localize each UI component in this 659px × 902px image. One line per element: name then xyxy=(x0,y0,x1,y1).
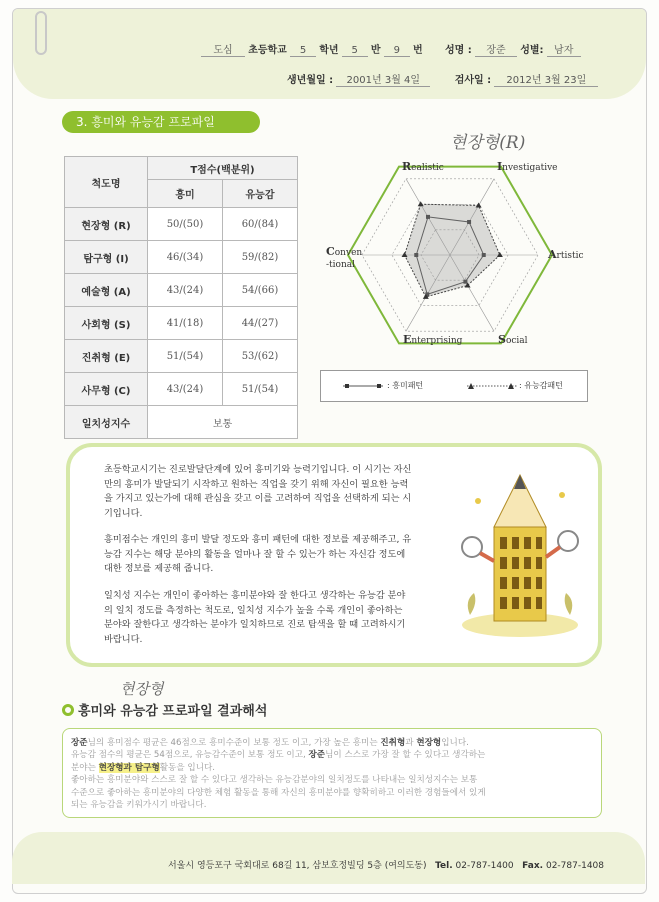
section-title: 3. 흥미와 유능감 프로파일 xyxy=(62,111,260,133)
result-section-title: 흥미와 유능감 프로파일 결과해석 xyxy=(62,700,267,719)
competence-series-area xyxy=(405,204,500,297)
table-row xyxy=(65,406,298,439)
competence-score: 60/(84) xyxy=(223,208,298,241)
paper-clip xyxy=(35,11,47,55)
description-paragraph-3: 일치성 지수는 개인이 좋아하는 흥미분야와 잘 한다고 생각하는 유능감 분야의 일치 정도를 측정하는 척도로, 일치성 지수가 높을 수록 개인이 좋아하는 분야와 잘한다고 생각하는 분야가 일치하므로 진로 탐색을 할 때 고려하시기 바랍니다. xyxy=(104,590,406,645)
legend-competence-marker xyxy=(467,381,517,390)
col-t-header: T점수(백분위) xyxy=(148,157,298,180)
competence-score: 51/(54) xyxy=(223,373,298,406)
consistency-label: 일치성지수 xyxy=(65,406,148,439)
student-info-row xyxy=(201,41,581,57)
scale-name: 사무형 (C) xyxy=(65,373,148,406)
name-value: 장준 xyxy=(475,41,517,57)
table-row xyxy=(65,340,298,373)
axis-label-enterprising: Enterprising xyxy=(403,333,463,346)
interest-score: 43/(24) xyxy=(148,274,223,307)
school-label: 초등학교 xyxy=(248,45,287,56)
table-row xyxy=(65,241,298,274)
name-label: 성명 : xyxy=(445,45,472,56)
table-row xyxy=(65,208,298,241)
number-label: 번 xyxy=(412,45,423,56)
result-text: 장준님의 흥미점수 평균은 46점으로 흥미수준이 보통 정도 이고, 가장 높은 흥미는 진취형과 현장형입니다. 유능감 점수의 평균은 54점으로, 유능감수준이 보통 정도 이고, 장준님이 스스로 가장 잘 할 수 있다고 생각하는 분야는 현장형과 탐구형활동을 입니다. 좋아하는 흥미분야와 스스로 잘 할 수 있다고 생각하는 유능감분야의 일치정도를 나타내는 일치성지수는 보통 수준으로 좋아하는 흥미분야의 다양한 체험 활동을 통해 자신의 흥미분야를 향확히하고 이러한 경험들에서 있게 되는 유능감을 키워가시기 바랍니다. xyxy=(71,738,486,811)
table-row xyxy=(65,307,298,340)
scale-name: 탐구형 (I) xyxy=(65,241,148,274)
competence-point xyxy=(476,202,482,207)
region-value: 도심 xyxy=(201,41,245,57)
interest-score: 43/(24) xyxy=(148,373,223,406)
description-box xyxy=(66,443,602,667)
axis-label-realistic: Realistic xyxy=(402,160,444,173)
axis-label-artistic: Artistic xyxy=(548,248,584,261)
footer-address: 서울시 영등포구 국회대로 68길 11, 삼보호정빌딩 5층 (여의도동) xyxy=(168,861,427,871)
pencil-building-illustration xyxy=(450,465,590,645)
axis-label-social: Social xyxy=(498,333,528,346)
consistency-value: 보통 xyxy=(148,406,298,439)
result-box xyxy=(62,728,602,818)
test-date-label: 검사일 : xyxy=(454,75,492,86)
scale-name: 현장형 (R) xyxy=(65,208,148,241)
col-scale-header: 척도명 xyxy=(65,157,148,208)
handwritten-annotation: 현장형 xyxy=(120,680,164,698)
number-value: 9 xyxy=(384,45,410,57)
gender-label: 성별: xyxy=(520,45,544,56)
col-interest-header: 흥미 xyxy=(148,180,223,208)
legend-interest-marker xyxy=(343,382,383,390)
legend-competence-label: : 유능감패턴 xyxy=(519,381,563,390)
footer-fax-label: Fax. xyxy=(522,861,544,871)
interest-score: 41/(18) xyxy=(148,307,223,340)
test-date-value: 2012년 3월 23일 xyxy=(494,71,598,87)
competence-score: 54/(66) xyxy=(223,274,298,307)
birth-value: 2001년 3월 4일 xyxy=(336,71,430,87)
table-row xyxy=(65,274,298,307)
interest-score: 50/(50) xyxy=(148,208,223,241)
score-table xyxy=(64,156,298,439)
bullet-circle-icon xyxy=(62,704,74,716)
interest-score: 46/(34) xyxy=(148,241,223,274)
competence-point xyxy=(418,201,424,206)
scale-name: 진취형 (E) xyxy=(65,340,148,373)
axis-label-conventional: Conven -tional xyxy=(326,245,363,270)
footer-tel: 02-787-1400 xyxy=(455,861,514,871)
date-info-row xyxy=(287,71,598,87)
description-paragraph-2: 흥미점수는 개인의 흥미 발달 정도와 흥미 패턴에 대한 정보를 제공해주고, 유능감 지수는 해당 분야의 활동을 얼마나 잘 할 수 있는가 하는 자신감 정도에 대한 정보를 제공해 줍니다. xyxy=(104,534,412,574)
class-label: 반 xyxy=(370,45,381,56)
grade-label: 학년 xyxy=(319,45,339,56)
scale-name: 사회형 (S) xyxy=(65,307,148,340)
competence-score: 44/(27) xyxy=(223,307,298,340)
table-row xyxy=(65,373,298,406)
grade-value: 5 xyxy=(290,45,316,57)
radar-series xyxy=(402,201,503,299)
competence-score: 53/(62) xyxy=(223,340,298,373)
competence-score: 59/(82) xyxy=(223,241,298,274)
interest-score: 51/(54) xyxy=(148,340,223,373)
class-value: 5 xyxy=(342,45,368,57)
col-competence-header: 유능감 xyxy=(223,180,298,208)
handwritten-note: 현장형(R) xyxy=(450,133,526,153)
footer-tel-label: Tel. xyxy=(435,861,453,871)
description-paragraph-1: 초등학교시기는 진로발달단계에 있어 흥미기와 능력기입니다. 이 시기는 자신만의 흥미가 발달되기 시작하고 원하는 직업을 갖기 위해 자신이 필요한 능력을 가지고 있는가에 대해 관심을 갖고 이를 고려하여 직업을 선택하게 되는 시기입니다. xyxy=(104,464,412,519)
legend-interest-label: : 흥미패턴 xyxy=(387,381,424,390)
chart-legend xyxy=(320,370,588,402)
gender-value: 남자 xyxy=(547,41,581,57)
footer-contact xyxy=(168,858,604,871)
axis-label-investigative: Investigative xyxy=(497,160,558,173)
footer-fax: 02-787-1408 xyxy=(545,861,604,871)
birth-label: 생년월일 : xyxy=(287,75,334,86)
scale-name: 예술형 (A) xyxy=(65,274,148,307)
